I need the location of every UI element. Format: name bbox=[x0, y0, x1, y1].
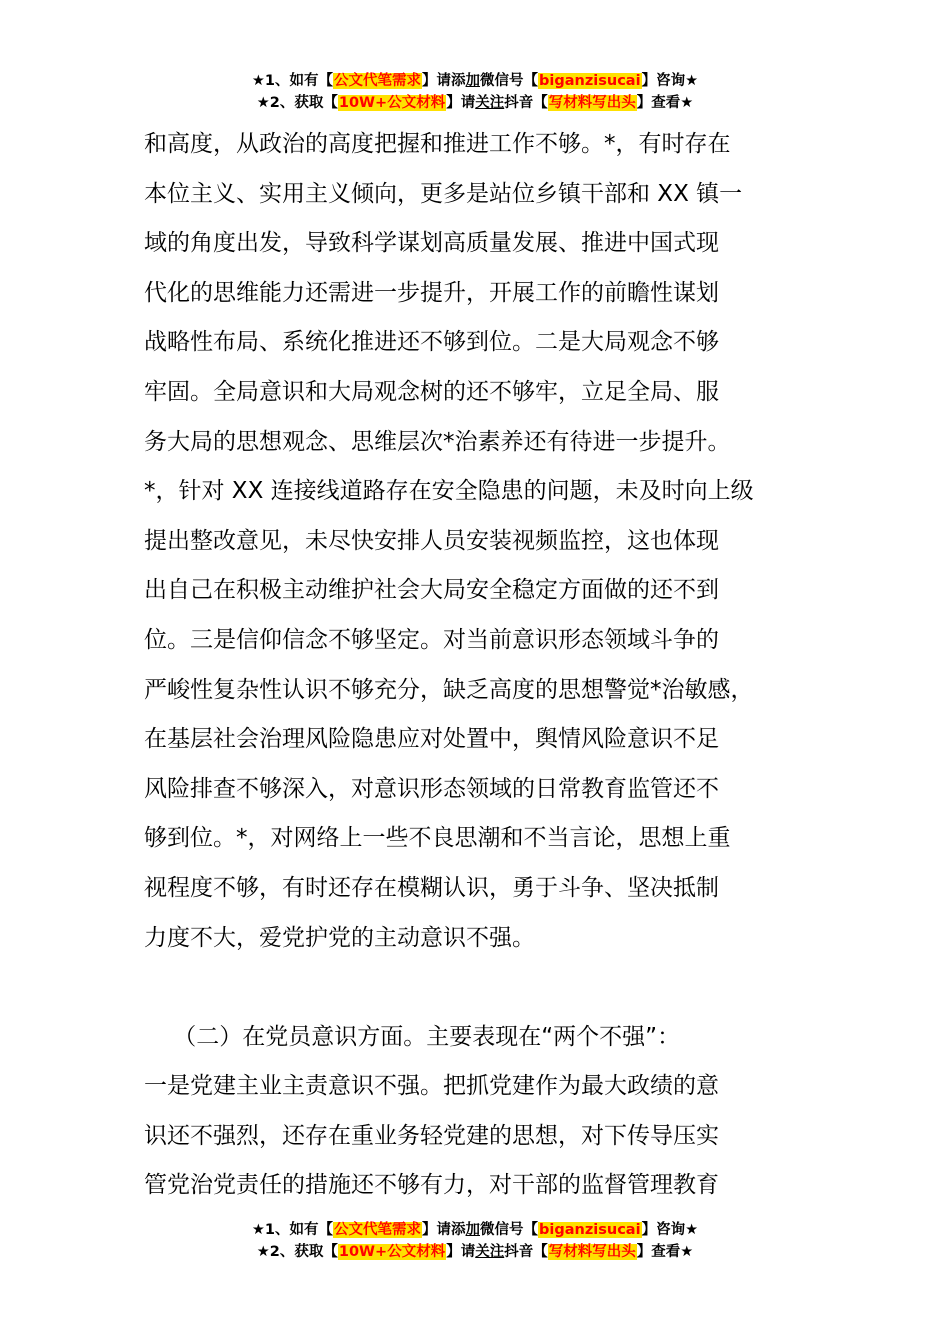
banner-underline: 关注 bbox=[475, 95, 505, 111]
document-body bbox=[144, 120, 844, 1211]
text-line: 够到位。*，对网络上一些不良思潮和不当言论，思想上重 bbox=[144, 825, 731, 852]
text-line: 域的角度出发，导致科学谋划高质量发展、推进中国式现 bbox=[144, 230, 719, 257]
banner-text: ★1、如有【 bbox=[251, 73, 334, 89]
banner-text: 】请 bbox=[446, 1244, 476, 1260]
banner-text: 】查看★ bbox=[636, 1244, 694, 1260]
text-line: 视程度不够，有时还存在模糊认识，勇于斗争、坚决抵制 bbox=[144, 874, 719, 901]
banner-text: 】请添 bbox=[422, 73, 466, 89]
banner-text: ★1、如有【 bbox=[251, 1222, 334, 1238]
banner-highlight: 写材料写出头 bbox=[548, 1244, 636, 1260]
banner-highlight: 10W+公文材料 bbox=[338, 1244, 446, 1260]
banner-highlight: 写材料写出头 bbox=[548, 95, 636, 111]
banner-highlight: 公文代笔需求 bbox=[334, 73, 422, 89]
banner-text: 抖音【 bbox=[504, 1244, 548, 1260]
banner-text: ★2、获取【 bbox=[256, 1244, 338, 1260]
text-line: 管党治党责任的措施还不够有力，对干部的监督管理教育 bbox=[144, 1172, 719, 1199]
banner-text: 】查看★ bbox=[636, 95, 694, 111]
banner-text: 微信号【 bbox=[480, 1222, 539, 1238]
banner-text: 】咨询★ bbox=[641, 1222, 699, 1238]
text-line: 位。三是信仰信念不够坚定。对当前意识形态领域斗争的 bbox=[144, 626, 719, 653]
banner-line-2 bbox=[0, 1241, 950, 1263]
banner-underline: 加 bbox=[465, 73, 481, 89]
text-line: 战略性布局、系统化推进还不够到位。二是大局观念不够 bbox=[144, 329, 719, 356]
banner-text: ★2、获取【 bbox=[256, 95, 338, 111]
text-line: 代化的思维能力还需进一步提升，开展工作的前瞻性谋划 bbox=[144, 279, 719, 306]
text-line: 严峻性复杂性认识不够充分，缺乏高度的思想警觉*治敏感， bbox=[144, 676, 754, 703]
text-line: 本位主义、实用主义倾向，更多是站位乡镇干部和 XX 镇一 bbox=[144, 180, 743, 207]
banner-text: 微信号【 bbox=[480, 73, 539, 89]
banner-line-2 bbox=[0, 92, 950, 114]
banner-text: 】请添 bbox=[422, 1222, 466, 1238]
banner-highlight: 10W+公文材料 bbox=[338, 95, 446, 111]
section-heading-line: （二）在党员意识方面。主要表现在“两个不强”： bbox=[144, 1023, 681, 1050]
text-line: *，针对 XX 连接线道路存在安全隐患的问题，未及时向上级 bbox=[144, 478, 754, 505]
banner-text: 】咨询★ bbox=[641, 73, 699, 89]
text-line: 一是党建主业主责意识不强。把抓党建作为最大政绩的意 bbox=[144, 1073, 719, 1100]
text-line: 出自己在积极主动维护社会大局安全稳定方面做的还不到 bbox=[144, 577, 719, 604]
text-line: 识还不强烈，还存在重业务轻党建的思想，对下传导压实 bbox=[144, 1122, 719, 1149]
text-line: 风险排查不够深入，对意识形态领域的日常教育监管还不 bbox=[144, 775, 719, 802]
text-line: 在基层社会治理风险隐患应对处置中，舆情风险意识不足 bbox=[144, 726, 719, 753]
text-line: 牢固。全局意识和大局观念树的还不够牢，立足全局、服 bbox=[144, 378, 719, 405]
paragraph-gap bbox=[144, 963, 844, 1013]
banner-text: 】请 bbox=[446, 95, 476, 111]
banner-highlight: biganzisucai bbox=[539, 73, 641, 89]
header-banner bbox=[0, 70, 950, 114]
footer-banner bbox=[0, 1219, 950, 1263]
banner-underline: 关注 bbox=[475, 1244, 505, 1260]
text-line: 务大局的思想观念、思维层次*治素养还有待进一步提升。 bbox=[144, 428, 731, 455]
banner-text: 抖音【 bbox=[504, 95, 548, 111]
text-line: 提出整改意见，未尽快安排人员安装视频监控，这也体现 bbox=[144, 527, 719, 554]
text-line: 力度不大，爱党护党的主动意识不强。 bbox=[144, 924, 535, 951]
banner-highlight: 公文代笔需求 bbox=[334, 1222, 422, 1238]
banner-line-1 bbox=[0, 1219, 950, 1241]
text-line: 和高度，从政治的高度把握和推进工作不够。*，有时存在 bbox=[144, 131, 731, 157]
banner-highlight: biganzisucai bbox=[539, 1222, 641, 1238]
banner-line-1 bbox=[0, 70, 950, 92]
banner-underline: 加 bbox=[465, 1222, 481, 1238]
